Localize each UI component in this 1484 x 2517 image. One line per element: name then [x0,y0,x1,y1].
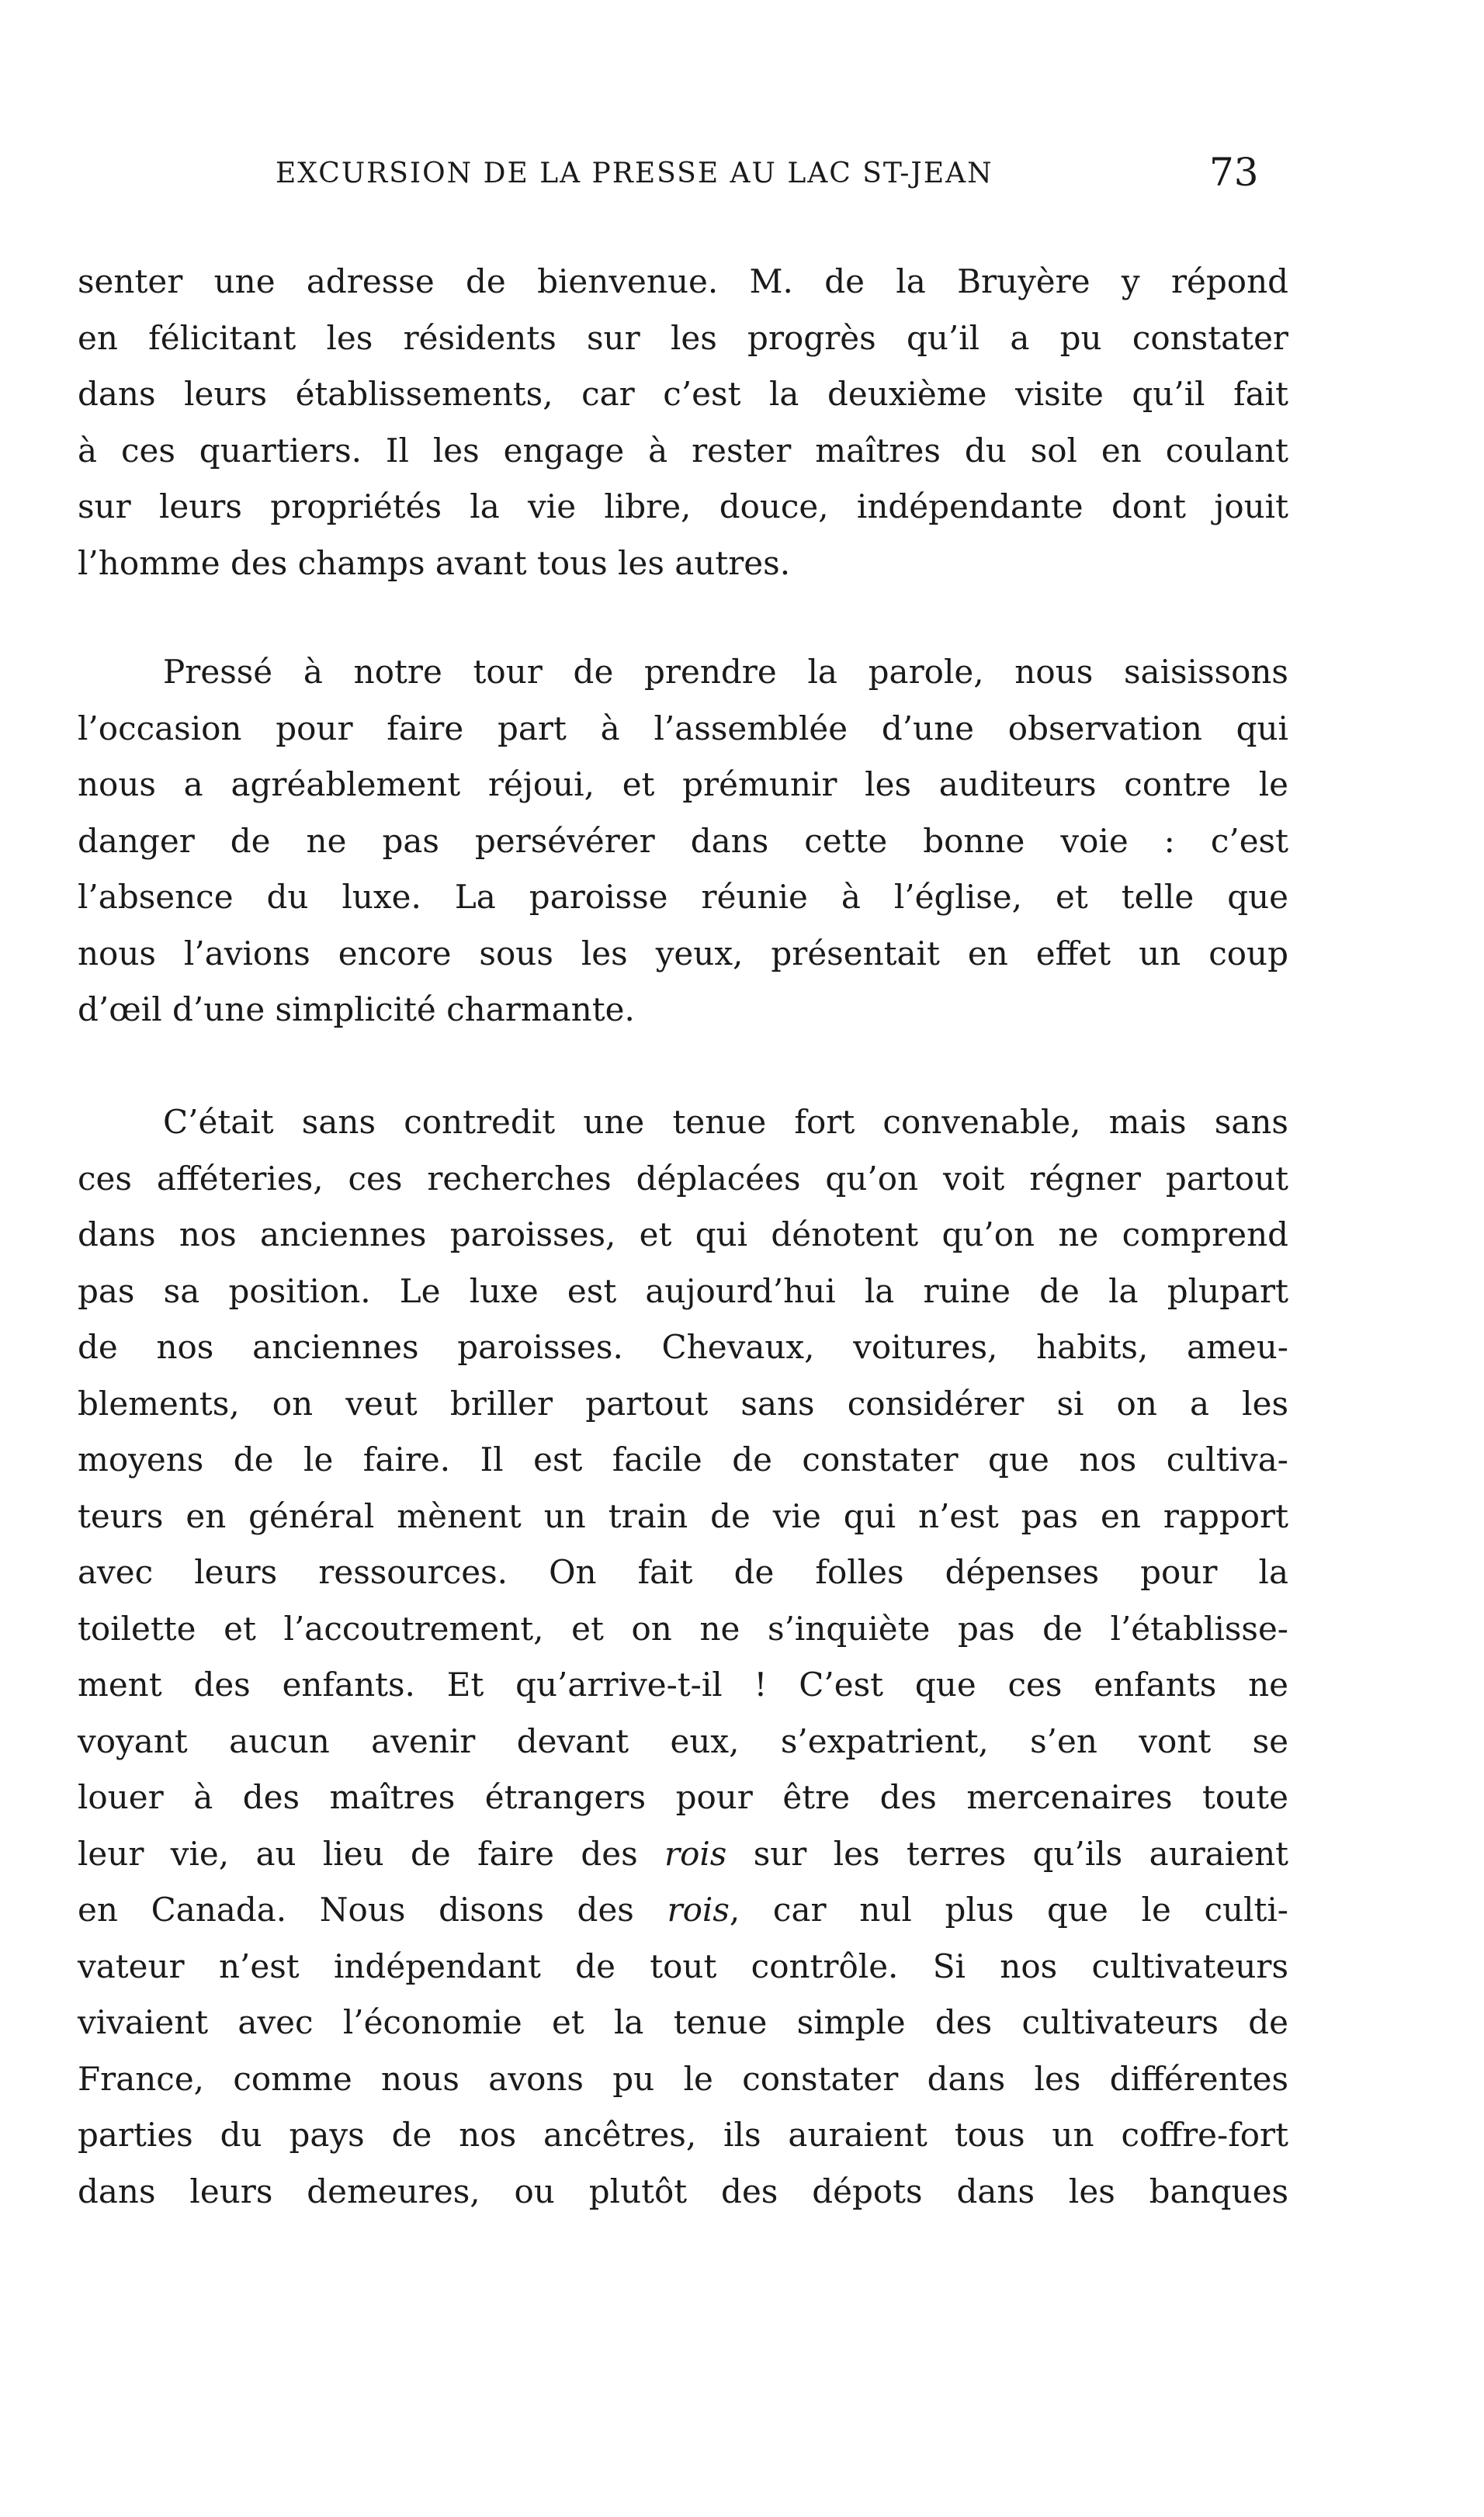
text-line: teurs en général mènent un train de vie qui n’est pas en rapport [78,1496,1288,1535]
text-line: sur leurs propriétés la vie libre, douce, indépendante dont jouit [78,487,1288,525]
italic-word: rois [667,1891,730,1929]
text-line: vivaient avec l’économie et la tenue simple des cultivateurs de [78,2003,1288,2041]
text-line: d’œil d’une simplicité charmante. [78,990,635,1028]
text-line: louer à des maîtres étrangers pour être des mercenaires toute [78,1778,1288,1816]
text-line: l’homme des champs avant tous les autres. [78,543,791,582]
text-line: ces afféteries, ces recherches déplacées qu’on voit régner partout [78,1159,1288,1198]
text-line: nous a agréablement réjoui, et prémunir les auditeurs contre le [78,765,1288,803]
text-line-with-italic [78,1882,1288,1939]
paragraph-2 [78,644,1288,1038]
text-line: danger de ne pas persévérer dans cette bonne voie : c’est [78,821,1288,860]
text-line: voyant aucun avenir devant eux, s’expatrient, s’en vont se [78,1721,1288,1760]
text-line: dans leurs établissements, car c’est la deuxième visite qu’il fait [78,375,1288,413]
page-number: 73 [1209,150,1259,195]
text-segment: en Canada. Nous disons des [78,1891,667,1929]
running-title: EXCURSION DE LA PRESSE AU LAC ST-JEAN [276,158,993,189]
text-line: C’était sans contredit une tenue fort convenable, mais sans [163,1103,1288,1141]
text-line: ment des enfants. Et qu’arrive-t-il ! C’est que ces enfants ne [78,1666,1288,1704]
text-line: parties du pays de nos ancêtres, ils auraient tous un coffre-fort [78,2116,1288,2154]
text-segment: , car nul plus que le culti- [729,1891,1288,1929]
text-line: de nos anciennes paroisses. Chevaux, voitures, habits, ameu- [78,1328,1288,1366]
text-line: nous l’avions encore sous les yeux, présentait en effet un coup [78,934,1288,972]
text-segment: sur les terres qu’ils auraient [726,1834,1288,1873]
text-line: pas sa position. Le luxe est aujourd’hui la ruine de la plupart [78,1271,1288,1310]
text-segment: leur vie, au lieu de faire des [78,1834,664,1873]
text-line: en félicitant les résidents sur les progrès qu’il a pu constater [78,318,1288,357]
text-line: toilette et l’accoutrement, et on ne s’inquiète pas de l’établisse- [78,1609,1288,1648]
text-line: dans nos anciennes paroisses, et qui dénotent qu’on ne comprend [78,1215,1288,1253]
text-line: vateur n’est indépendant de tout contrôle. Si nos cultivateurs [78,1947,1288,1985]
text-line: senter une adresse de bienvenue. M. de la Bruyère y répond [78,262,1288,300]
text-line: dans leurs demeures, ou plutôt des dépots dans les banques [78,2172,1288,2210]
text-line: avec leurs ressources. On fait de folles dépenses pour la [78,1553,1288,1591]
text-line: à ces quartiers. Il les engage à rester maîtres du sol en coulant [78,431,1288,470]
paragraph-3 [78,1094,1288,2220]
page-header [0,150,1484,212]
text-line-with-italic [78,1826,1288,1883]
italic-word: rois [664,1834,727,1873]
text-line: Pressé à notre tour de prendre la parole, nous saisissons [163,653,1288,691]
text-line: l’absence du luxe. La paroisse réunie à l’église, et telle que [78,878,1288,916]
text-line: blements, on veut briller partout sans considérer si on a les [78,1384,1288,1423]
text-line: France, comme nous avons pu le constater dans les différentes [78,2059,1288,2098]
text-line: l’occasion pour faire part à l’assemblée d’une observation qui [78,709,1288,747]
paragraph-1 [78,254,1288,591]
text-line: moyens de le faire. Il est facile de constater que nos cultiva- [78,1441,1288,1479]
